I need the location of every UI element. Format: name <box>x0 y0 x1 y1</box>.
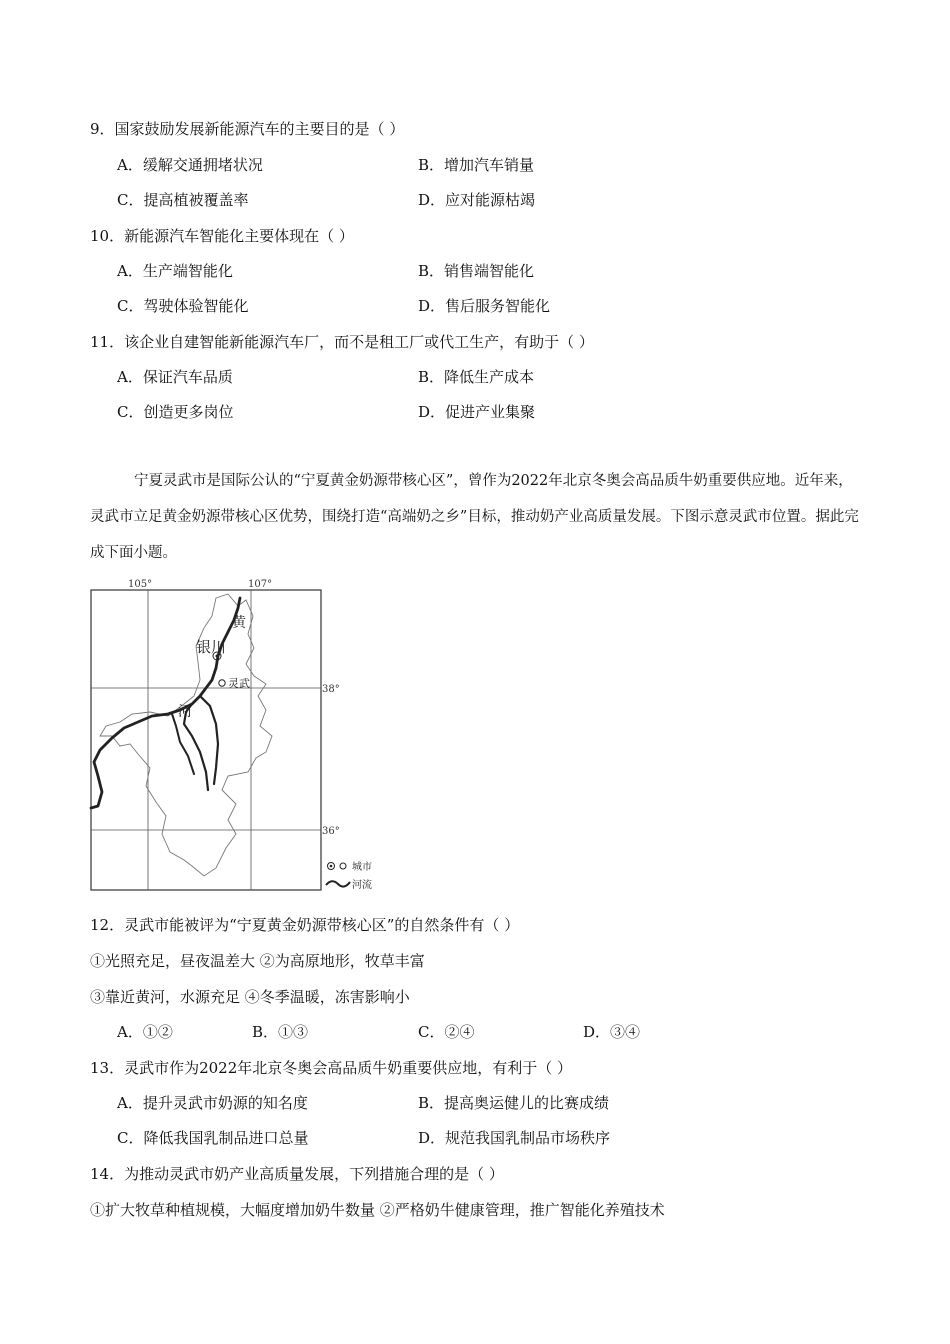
q12-stem: 12．灵武市能被评为“宁夏黄金奶源带核心区”的自然条件有（ ） <box>90 916 520 934</box>
tributary-2 <box>200 696 218 784</box>
q12-option-c: C．②④ <box>418 1023 475 1041</box>
q9-option-a: A．缓解交通拥堵状况 <box>117 156 263 174</box>
q12-option-a: A．①② <box>117 1023 173 1041</box>
q9-option-d: D．应对能源枯竭 <box>418 191 536 209</box>
q12-option-b: B．①③ <box>252 1023 309 1041</box>
tributary-3 <box>172 714 194 774</box>
q11-option-a: A．保证汽车品质 <box>117 368 233 386</box>
q13-option-b: B．提高奥运健儿的比赛成绩 <box>418 1094 610 1112</box>
river-label-huang: 黄 <box>232 615 246 631</box>
legend-capital-dot <box>330 865 333 868</box>
lon-107-label: 107° <box>248 579 273 590</box>
legend-city-label: 城市 <box>352 862 372 873</box>
map-frame <box>91 590 321 890</box>
q13-option-c: C．降低我国乳制品进口总量 <box>117 1129 309 1147</box>
river-label-he: 河 <box>178 704 192 720</box>
lat-38-label: 38° <box>322 684 340 695</box>
q12-option-d: D．③④ <box>583 1023 641 1041</box>
q10-option-a: A．生产端智能化 <box>117 262 233 280</box>
legend-river-symbol <box>326 881 350 886</box>
q9-stem: 9．国家鼓励发展新能源汽车的主要目的是（ ） <box>90 120 405 138</box>
q11-option-c: C．创造更多岗位 <box>117 403 234 421</box>
yellow-river <box>91 598 240 808</box>
q10-option-d: D．售后服务智能化 <box>418 297 551 315</box>
q13-option-a: A．提升灵武市奶源的知名度 <box>117 1094 308 1112</box>
q10-stem: 10．新能源汽车智能化主要体现在（ ） <box>90 227 354 245</box>
q9-option-b: B．增加汽车销量 <box>418 156 535 174</box>
q11-stem: 11．该企业自建智能新能源汽车厂，而不是租工厂或代工生产，有助于（ ） <box>90 333 594 351</box>
q12-statement-1: ①光照充足，昼夜温差大 ②为高原地形，牧草丰富 <box>90 952 425 970</box>
q11-option-b: B．降低生产成本 <box>418 368 535 386</box>
q14-statement-1: ①扩大牧草种植规模，大幅度增加奶牛数量 ②严格奶牛健康管理，推广智能化养殖技术 <box>90 1201 665 1219</box>
lat-36-label: 36° <box>322 826 340 837</box>
legend-river-label: 河流 <box>352 880 372 891</box>
yinchuan-label: 银川 <box>196 638 227 656</box>
lingwu-symbol <box>219 680 225 686</box>
q13-option-d: D．规范我国乳制品市场秩序 <box>418 1129 611 1147</box>
q10-option-b: B．销售端智能化 <box>418 262 535 280</box>
q10-option-c: C．驾驶体验智能化 <box>117 297 249 315</box>
q14-stem: 14．为推动灵武市奶产业高质量发展，下列措施合理的是（ ） <box>90 1165 504 1183</box>
q12-statement-2: ③靠近黄河，水源充足 ④冬季温暖，冻害影响小 <box>90 988 410 1006</box>
q13-stem: 13．灵武市作为2022年北京冬奥会高品质牛奶重要供应地，有利于（ ） <box>90 1059 573 1077</box>
ningxia-boundary <box>100 594 272 876</box>
q11-option-d: D．促进产业集聚 <box>418 403 536 421</box>
reading-passage <box>90 463 860 571</box>
passage-text: 宁夏灵武市是国际公认的“宁夏黄金奶源带核心区”，曾作为2022年北京冬奥会高品质牛奶重要供应地。近年来，灵武市立足黄金奶源带核心区优势，围绕打造“高端奶之乡”目标，推动奶产业高质量发展。下图示意灵武市位置。据此完成下面小题。 <box>90 473 859 561</box>
legend-city-symbol <box>340 863 346 869</box>
q9-option-c: C．提高植被覆盖率 <box>117 191 249 209</box>
lingwu-label: 灵武 <box>228 677 250 690</box>
lingwu-location-map <box>88 576 388 894</box>
lon-105-label: 105° <box>128 579 153 590</box>
